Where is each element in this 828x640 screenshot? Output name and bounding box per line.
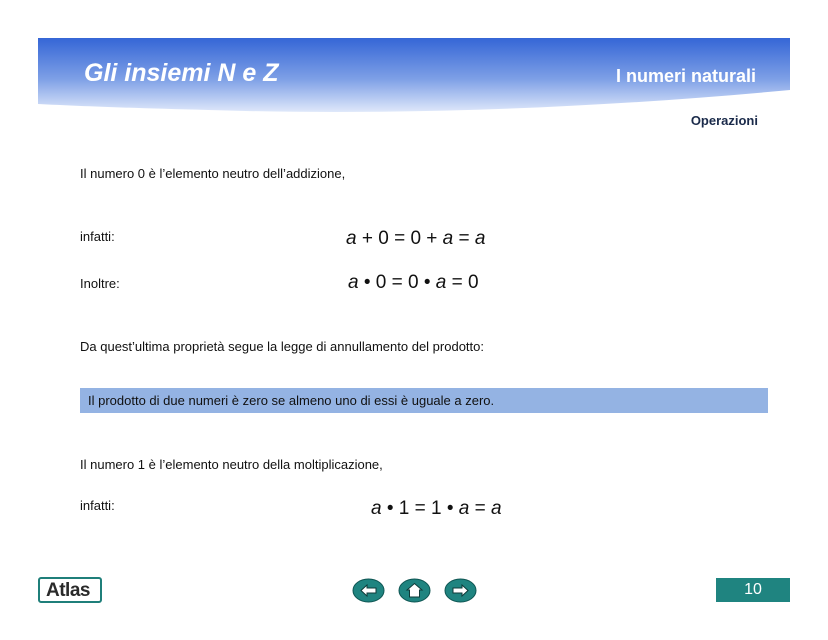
- home-button[interactable]: [398, 578, 431, 603]
- text-infatti-2: infatti:: [80, 498, 115, 513]
- text-line-neutral-one: Il numero 1 è l’elemento neutro della moltiplicazione,: [80, 457, 383, 472]
- formula-var: a: [371, 498, 382, 519]
- text-line-annullamento: Da quest’ultima proprietà segue la legge di annullamento del prodotto:: [80, 339, 484, 354]
- formula-var: a: [346, 228, 357, 249]
- text-line-neutral-zero: Il numero 0 è l’elemento neutro dell’addizione,: [80, 166, 346, 181]
- formula-var: a: [491, 498, 502, 519]
- formula-var: a: [348, 272, 359, 293]
- formula-part: • 0 = 0 •: [358, 272, 436, 293]
- formula-var: a: [474, 228, 486, 249]
- page-title: Gli insiemi N e Z: [84, 59, 279, 87]
- formula-var: a: [458, 498, 470, 519]
- formula-multiplication-one: [371, 498, 502, 520]
- highlight-text: Il prodotto di due numeri è zero se almeno uno di essi è uguale a zero.: [88, 393, 495, 408]
- formula-var: a: [435, 272, 447, 293]
- back-arrow-icon: [352, 578, 385, 603]
- formula-part: = 0: [446, 272, 479, 293]
- home-icon: [398, 578, 431, 603]
- formula-addition: [346, 228, 485, 250]
- text-infatti-1: infatti:: [80, 229, 115, 244]
- logo-text: Atlas: [46, 580, 90, 601]
- atlas-logo: [38, 577, 102, 603]
- formula-part: • 1 = 1 •: [381, 498, 459, 519]
- formula-var: a: [442, 228, 454, 249]
- page-number: 10: [716, 578, 790, 602]
- formula-part: + 0 = 0 +: [356, 228, 443, 249]
- text-inoltre: Inoltre:: [80, 276, 120, 291]
- formula-multiplication-zero: [348, 272, 479, 294]
- header-banner: [38, 38, 790, 112]
- highlight-box: [80, 388, 768, 413]
- subsection-title: Operazioni: [690, 113, 758, 128]
- forward-button[interactable]: [444, 578, 477, 603]
- formula-part: =: [469, 498, 492, 519]
- section-title: I numeri naturali: [615, 66, 756, 86]
- back-button[interactable]: [352, 578, 385, 603]
- formula-part: =: [453, 228, 475, 249]
- forward-arrow-icon: [444, 578, 477, 603]
